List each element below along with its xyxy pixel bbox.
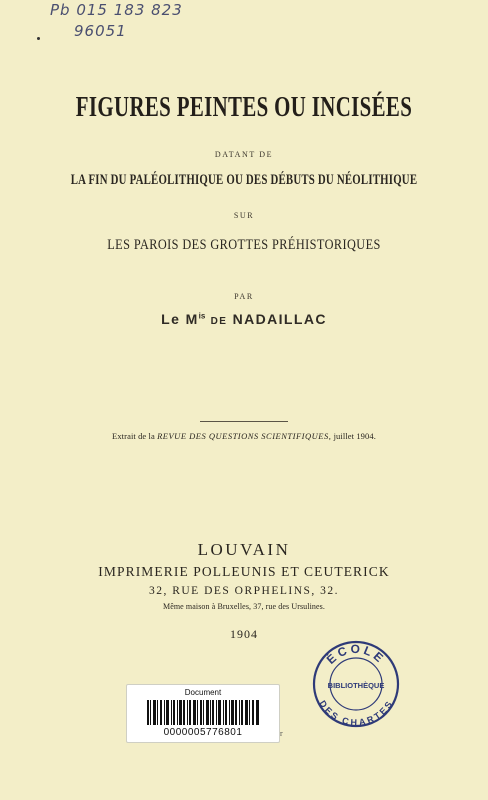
- stamp-top-text: ÉCOLE: [323, 641, 389, 667]
- stamp-bottom-text: DES CHARTES: [317, 698, 395, 728]
- handwritten-catalog-number: Pb 015 183 823: [50, 1, 183, 19]
- publisher-city: LOUVAIN: [197, 540, 291, 559]
- barcode-label: [126, 684, 280, 743]
- publisher-printer: IMPRIMERIE POLLEUNIS ET CEUTERICK: [98, 564, 390, 579]
- library-stamp: [311, 639, 401, 729]
- main-title: FIGURES PEINTES OU INCISÉES: [75, 91, 413, 123]
- subtitle: LA FIN DU PALÉOLITHIQUE OU DES DÉBUTS DU NÉOLITHIQUE: [70, 172, 418, 188]
- publisher-address: 32, RUE DES ORPHELINS, 32.: [148, 585, 340, 597]
- extrait-prefix: Extrait de la: [112, 431, 155, 441]
- author-name: de NADAILLAC: [210, 311, 327, 327]
- author-prefix: Le M: [161, 311, 199, 327]
- author-sup: is: [198, 311, 206, 321]
- datant-de-label: DATANT DE: [214, 150, 274, 159]
- barcode-icon: [147, 700, 259, 725]
- extrait-date: juillet 1904.: [333, 431, 376, 441]
- stamp-middle-text: BIBLIOTHÈQUE: [327, 681, 385, 690]
- location-line: LES PAROIS DES GROTTES PRÉHISTORIQUES: [107, 237, 381, 253]
- publisher-note: Même maison à Bruxelles, 37, rue des Ursulines.: [162, 602, 325, 611]
- sur-label: SUR: [233, 211, 255, 220]
- par-label: PAR: [234, 292, 254, 301]
- author-line: [0, 311, 488, 327]
- barcode-title: Document: [184, 688, 222, 697]
- publication-year: 1904: [230, 627, 258, 641]
- extrait-line: [0, 431, 488, 441]
- extrait-journal: REVUE DES QUESTIONS SCIENTIFIQUES,: [157, 431, 332, 441]
- handwritten-shelf-number: 96051: [74, 22, 127, 40]
- separator-rule: [200, 421, 288, 422]
- tick-mark: r: [280, 729, 283, 738]
- ink-dot: [37, 37, 40, 40]
- barcode-number: 0000005776801: [163, 727, 243, 738]
